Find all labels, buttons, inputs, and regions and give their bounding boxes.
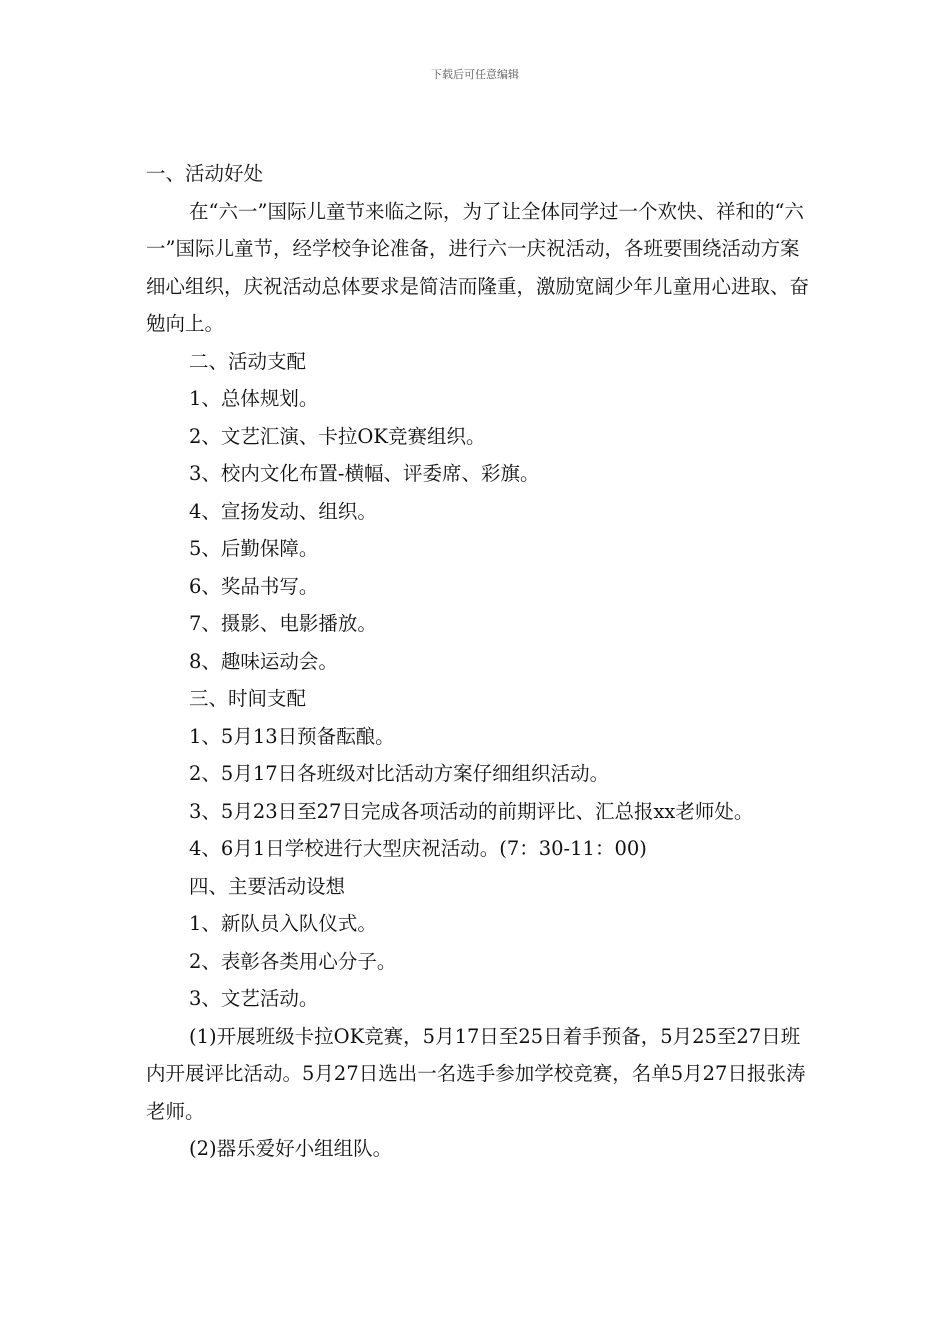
- paragraph: 3、文艺活动。: [189, 987, 319, 1010]
- paragraph: 8、趣味运动会。: [189, 649, 338, 673]
- paragraph: (2)器乐爱好小组组队。: [189, 1137, 393, 1160]
- paragraph: 2、文艺汇演、卡拉OK竞赛组织。: [189, 424, 486, 448]
- document-body: [146, 155, 814, 1168]
- paragraph: (1)开展班级卡拉OK竞赛，5月17日至25日着手预备，5月25至27日班内开展评比活动。5月27日选出一名选手参加学校竞赛，名单5月27日报张涛老师。: [146, 1024, 806, 1123]
- paragraph: 1、新队员入队仪式。: [189, 912, 377, 935]
- paragraph: 4、宣扬发动、组织。: [189, 499, 377, 523]
- paragraph: 一、活动好处: [146, 162, 264, 185]
- paragraph: 4、6月1日学校进行大型庆祝活动。(7：30-11：00): [189, 837, 647, 860]
- paragraph: 四、主要活动设想: [189, 874, 346, 898]
- paragraph: 6、奖品书写。: [189, 574, 319, 598]
- paragraph: 3、5月23日至27日完成各项活动的前期评比、汇总报xx老师处。: [189, 799, 754, 823]
- paragraph: 三、时间支配: [189, 687, 307, 710]
- paragraph: 2、表彰各类用心分子。: [189, 949, 397, 973]
- paragraph: 在“六一”国际儿童节来临之际，为了让全体同学过一个欢快、祥和的“六一”国际儿童节，经学校争论准备，进行六一庆祝活动，各班要围绕活动方案细心组织，庆祝活动总体要求是简洁而隆重，激励宽阔少年儿童用心进取、奋勉向上。: [146, 199, 810, 335]
- paragraph: 二、活动支配: [189, 349, 307, 373]
- paragraph: 3、校内文化布置-横幅、评委席、彩旗。: [189, 462, 540, 485]
- paragraph: 5、后勤保障。: [189, 537, 319, 560]
- paragraph: 1、总体规划。: [189, 387, 319, 410]
- paragraph: 2、5月17日各班级对比活动方案仔细组织活动。: [189, 762, 610, 785]
- page-header: 下载后可任意编辑: [431, 68, 519, 81]
- paragraph: 7、摄影、电影播放。: [189, 612, 377, 635]
- paragraph: 1、5月13日预备酝酿。: [189, 724, 395, 748]
